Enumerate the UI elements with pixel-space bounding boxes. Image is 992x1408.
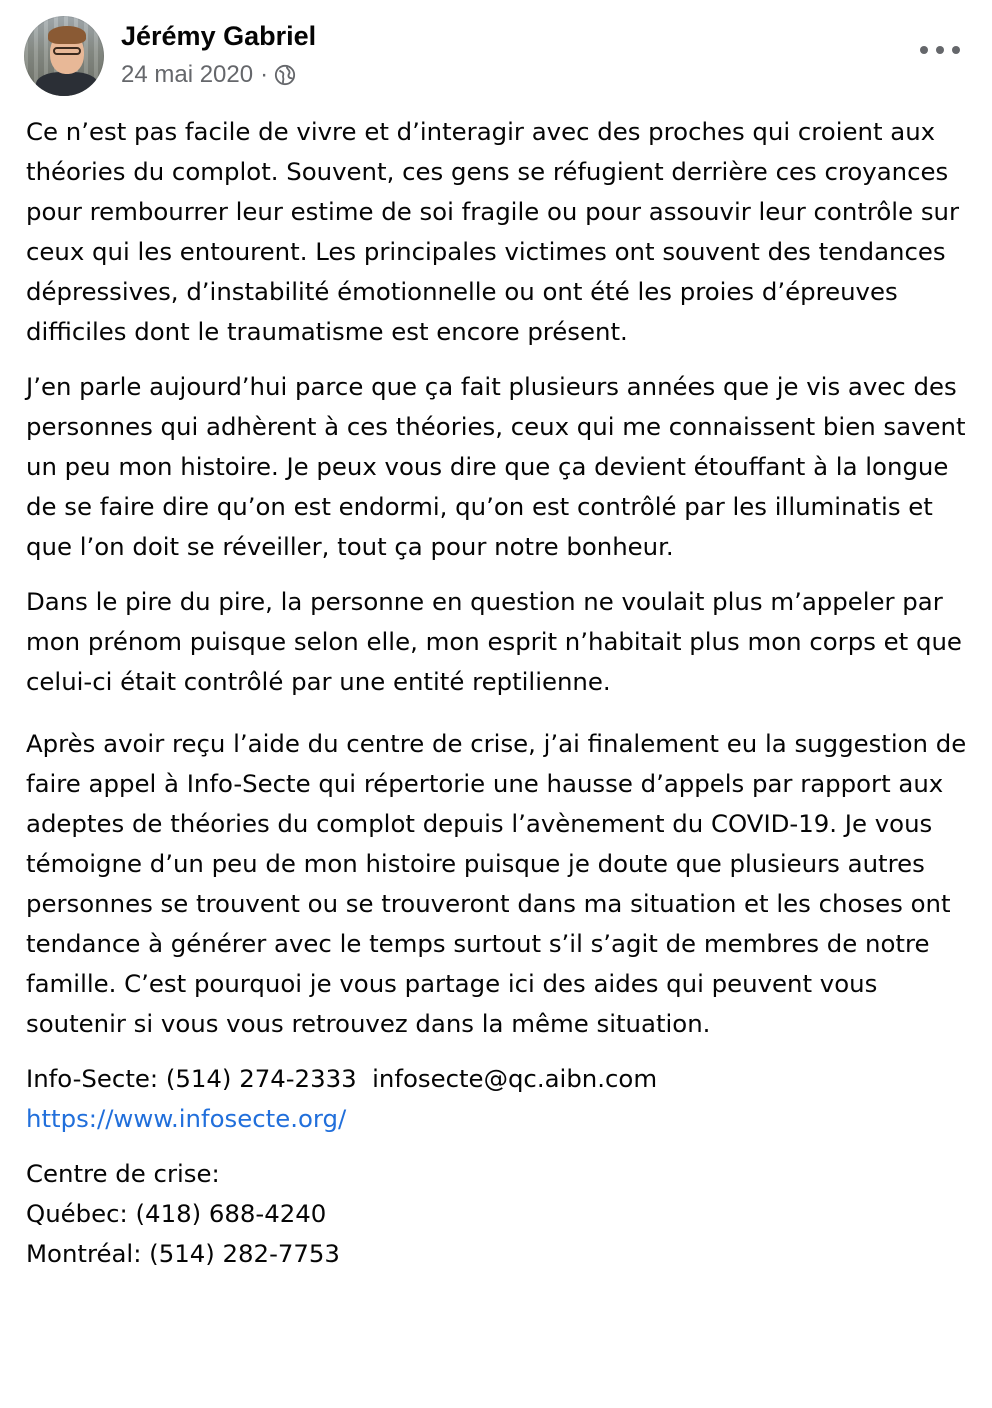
avatar-glasses (53, 47, 81, 55)
post-paragraph-1: Ce n’est pas facile de vivre et d’interagir avec des proches qui croient aux théories du complot. Souvent, ces gens se réfugient derrière ces croyances pour rembourrer leur estime de soi fragile ou pour assouvir leur contrôle sur ceux qui les entourent. Les principales victimes ont souvent des tendances dépressives, d’instabilité émotionnelle ou ont été les proies d’épreuves difficiles dont le traumatisme est encore présent. (26, 117, 960, 346)
author-name[interactable]: Jérémy Gabriel (121, 21, 317, 51)
post-date[interactable]: 24 mai 2020 (121, 61, 254, 88)
author-avatar[interactable] (24, 16, 104, 96)
crisis-heading: Centre de crise: (26, 1159, 220, 1188)
more-options-icon[interactable] (920, 36, 960, 64)
post-meta (121, 61, 296, 89)
infosecte-website-link[interactable]: https://www.infosecte.org/ (26, 1104, 347, 1133)
infosecte-contact (26, 1059, 971, 1139)
avatar-hair (48, 26, 86, 44)
more-dot (920, 46, 928, 54)
infosecte-phone-email: Info-Secte: (514) 274-2333 infosecte@qc.aibn.com (26, 1064, 658, 1093)
crisis-quebec-phone: Québec: (418) 688-4240 (26, 1199, 327, 1228)
post-header (24, 14, 968, 98)
post-body (26, 112, 971, 1289)
more-dot (936, 46, 944, 54)
more-dot (952, 46, 960, 54)
post-paragraph-4: Après avoir reçu l’aide du centre de crise, j’ai finalement eu la suggestion de faire appel à Info-Secte qui répertorie une hausse d’appels par rapport aux adeptes de théories du complot depuis l’avènement du COVID-19. Je vous témoigne d’un peu de mon histoire puisque je doute que plusieurs autres personnes se trouvent ou se trouveront dans ma situation et les choses ont tendance à générer avec le temps surtout s’il s’agit de membres de notre famille. C’est pourquoi je vous partage ici des aides qui peuvent vous soutenir si vous vous retrouvez dans la même situation. (26, 729, 967, 1038)
avatar-shirt (36, 72, 98, 96)
meta-separator: · (260, 61, 269, 88)
crisis-montreal-phone: Montréal: (514) 282-7753 (26, 1239, 340, 1268)
crisis-center-contact (26, 1154, 971, 1274)
post-paragraph-2: J’en parle aujourd’hui parce que ça fait plusieurs années que je vis avec des personnes qui adhèrent à ces théories, ceux qui me connaissent bien savent un peu mon histoire. Je peux vous dire que ça devient étouffant à la longue de se faire dire qu’on est endormi, qu’on est contrôlé par les illuminatis et que l’on doit se réveiller, tout ça pour notre bonheur. (26, 372, 966, 561)
globe-icon[interactable] (274, 64, 296, 86)
post-paragraph-3: Dans le pire du pire, la personne en question ne voulait plus m’appeler par mon prénom puisque selon elle, mon esprit n’habitait plus mon corps et que celui-ci était contrôlé par une entité reptilienne. (26, 587, 962, 696)
